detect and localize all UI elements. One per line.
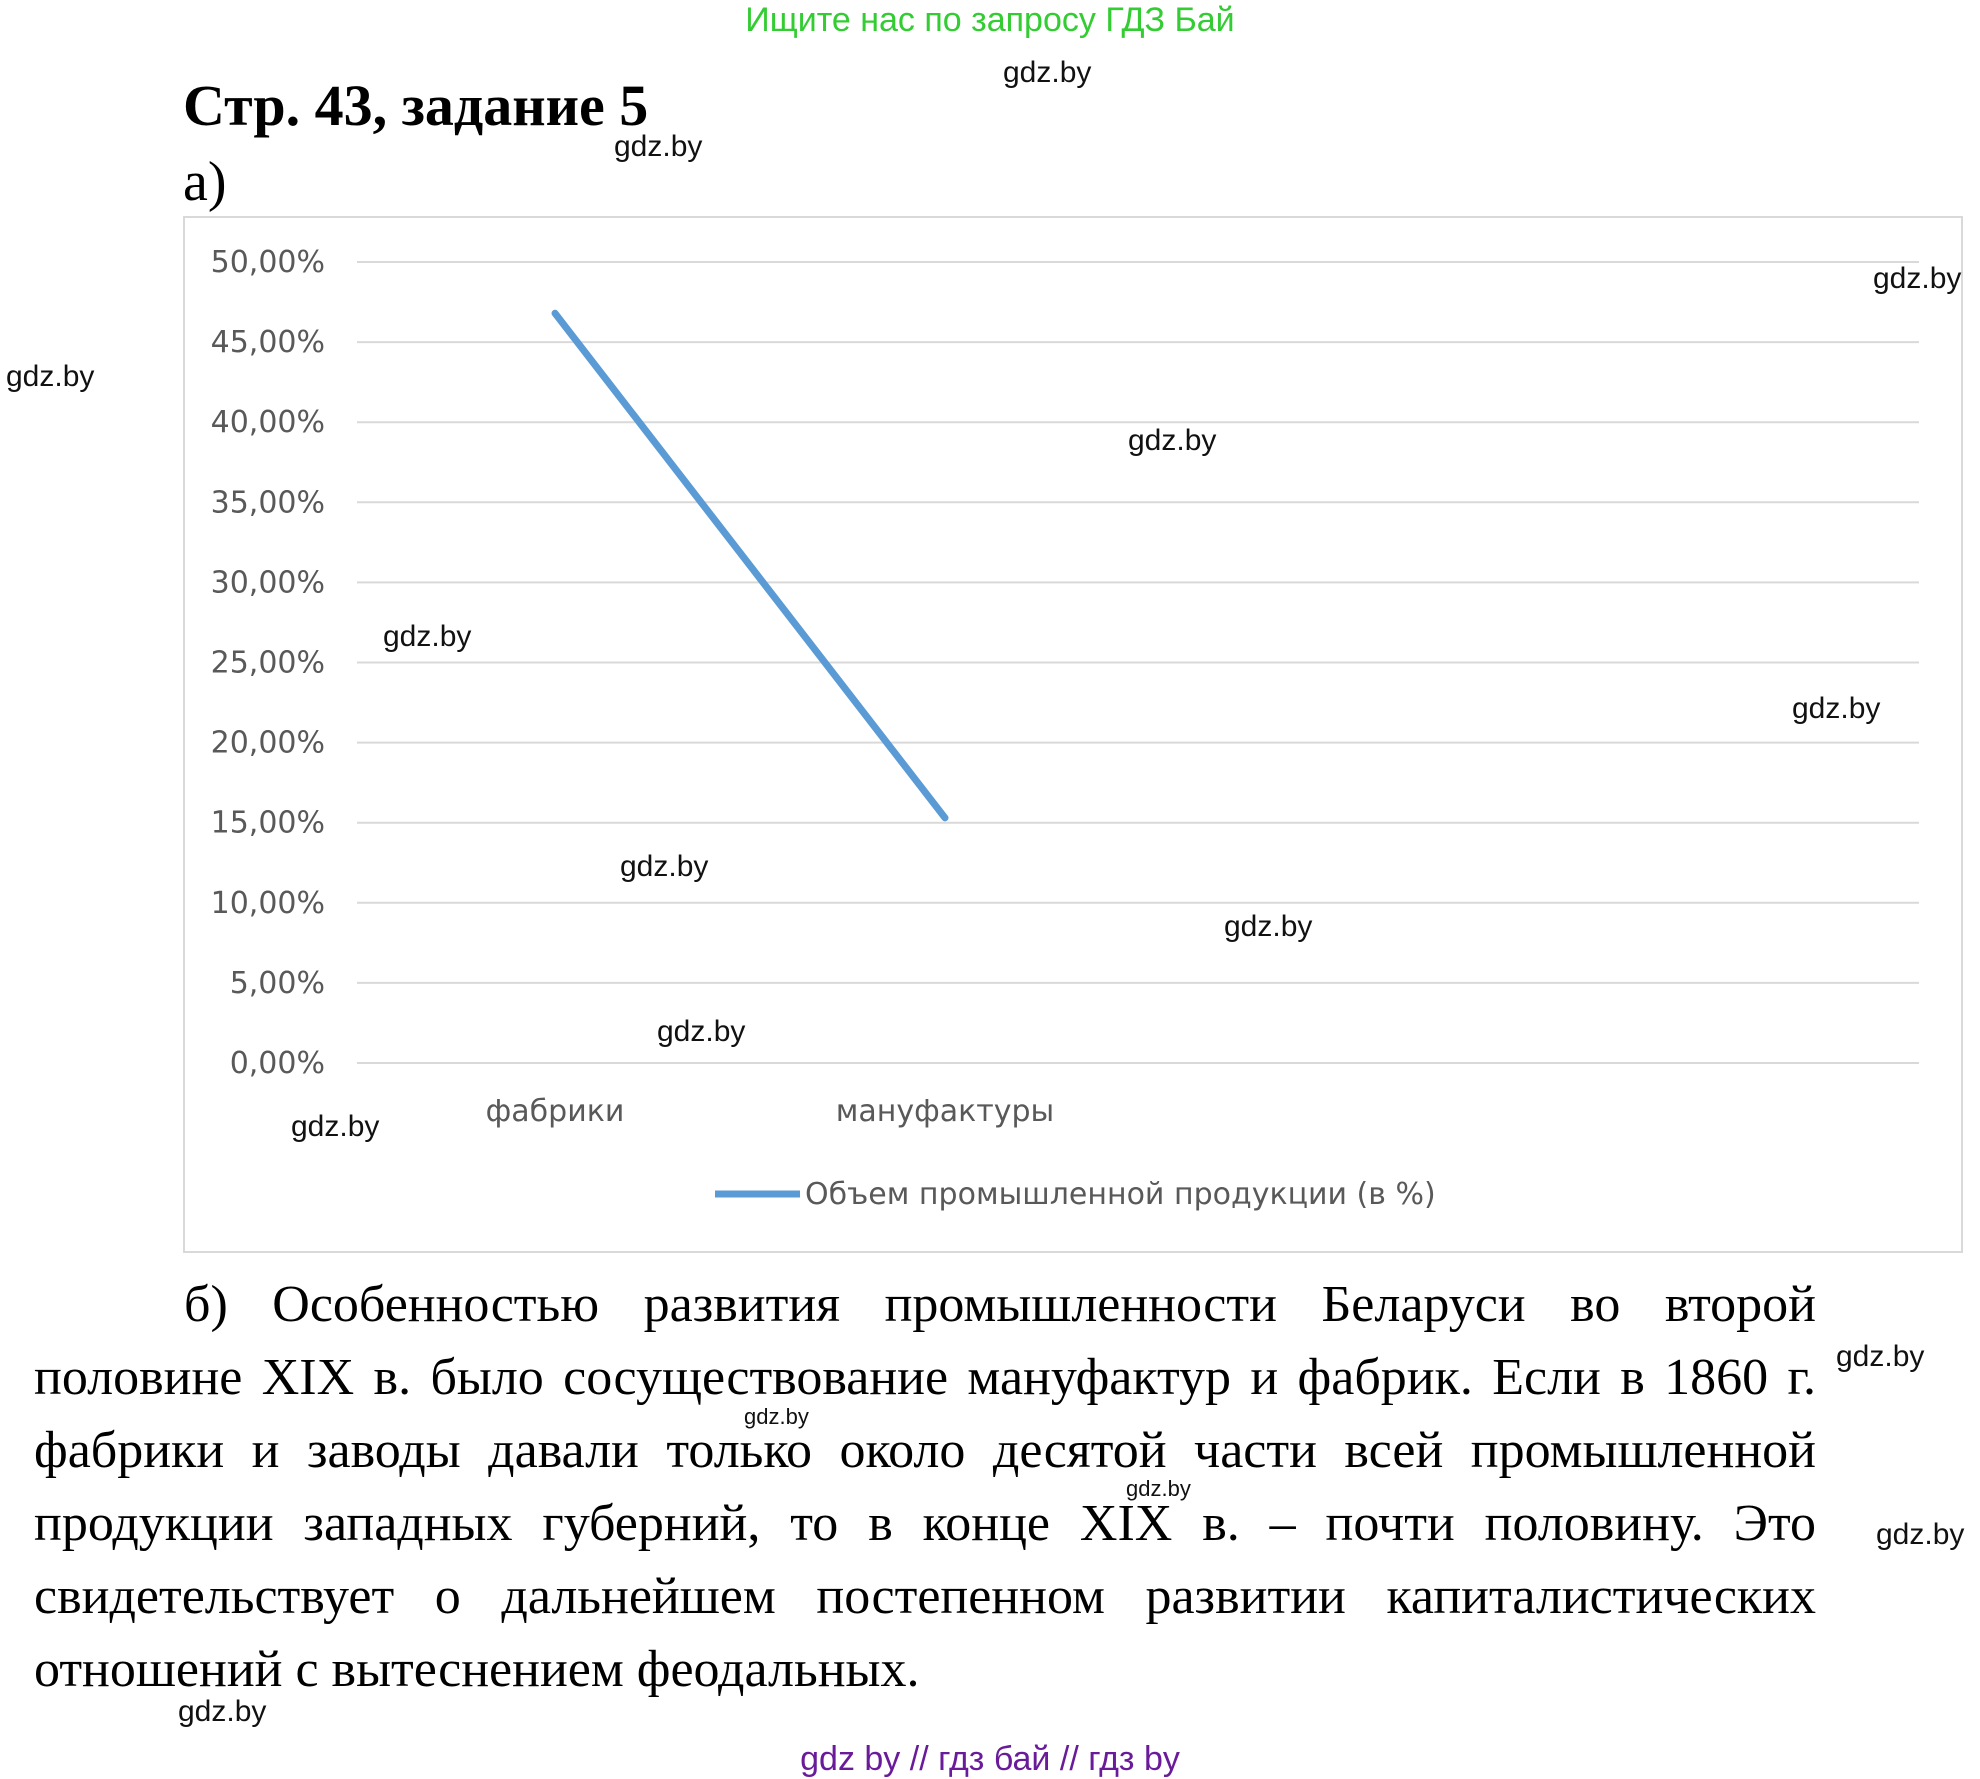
watermark: gdz.by (614, 130, 703, 163)
y-tick-label: 45,00% (210, 325, 325, 361)
y-tick-label: 20,00% (210, 725, 325, 761)
footer-links: gdz by // гдз бай // гдз by (800, 1740, 1180, 1778)
watermark: gdz.by (383, 620, 472, 653)
x-category-label: мануфактуры (835, 1094, 1055, 1129)
search-banner: Ищите нас по запросу ГДЗ Бай (745, 1, 1235, 39)
watermark: gdz.by (1128, 424, 1217, 457)
watermark: gdz.by (6, 360, 95, 393)
page-title: Стр. 43, задание 5 (183, 73, 649, 138)
y-tick-label: 0,00% (229, 1046, 325, 1081)
part-b-paragraph: б) Особенностью развития промышленности Беларуси во второй половине XIX в. было сосуществование мануфактур и фабрик. Если в 1860 г. фабрики и заводы давали только около десятой части всей промышленной продукции западных губерний, то в конце XIX в. – почти половину. Это свидетельствует о дальнейшем постепенном развитии капиталистических отношений с вытеснением феодальных. (34, 1276, 1816, 1698)
y-tick-label: 5,00% (229, 965, 325, 1001)
x-category-label: фабрики (485, 1094, 625, 1129)
y-tick-label: 15,00% (210, 805, 325, 841)
part-a-label: а) (183, 151, 227, 213)
chart-svg (185, 218, 1961, 1251)
y-tick-label: 50,00% (210, 245, 325, 280)
watermark: gdz.by (291, 1110, 380, 1143)
watermark: gdz.by (1836, 1340, 1925, 1373)
watermark: gdz.by (620, 850, 709, 883)
y-tick-label: 25,00% (210, 645, 325, 681)
watermark: gdz.by (1224, 910, 1313, 943)
watermark: gdz.by (657, 1015, 746, 1048)
line-chart (183, 216, 1963, 1253)
y-tick-label: 10,00% (210, 885, 325, 921)
watermark: gdz.by (1873, 262, 1962, 295)
watermark: gdz.by (1003, 56, 1092, 89)
watermark: gdz.by (1792, 692, 1881, 725)
legend-label: Объем промышленной продукции (в %) (805, 1177, 1436, 1212)
y-tick-label: 30,00% (210, 565, 325, 601)
y-tick-label: 40,00% (210, 405, 325, 441)
watermark: gdz.by (1126, 1476, 1191, 1501)
watermark: gdz.by (178, 1695, 267, 1728)
watermark: gdz.by (1876, 1518, 1965, 1551)
y-tick-label: 35,00% (210, 485, 325, 521)
watermark: gdz.by (744, 1404, 809, 1429)
